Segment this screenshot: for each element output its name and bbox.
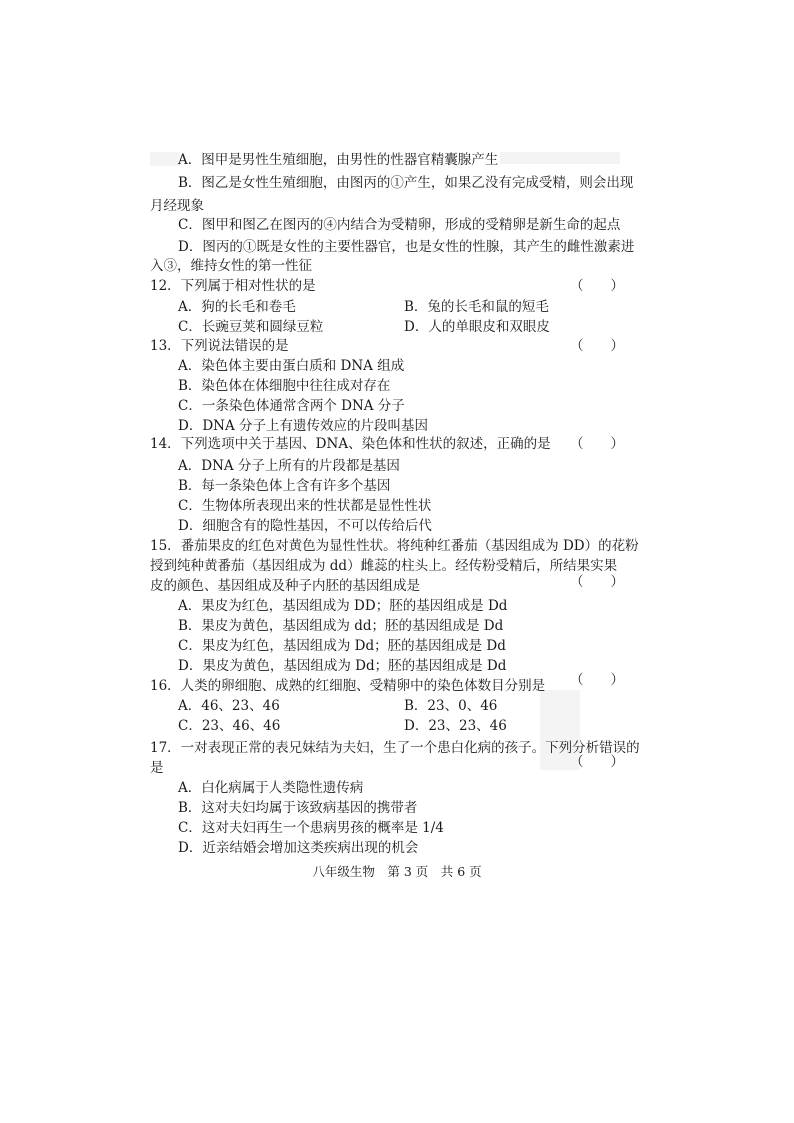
q14-option-c: C．生物体所表现出来的性状都是显性性状: [178, 498, 432, 514]
q16-answer-paren[interactable]: （ ）: [570, 672, 624, 688]
q15-option-b: B．果皮为黄色，基因组成为 dd；胚的基因组成是 Dd: [178, 618, 504, 634]
q13-option-a: A．染色体主要由蛋白质和 DNA 组成: [178, 358, 405, 374]
q11-option-c: C．图甲和图乙在图丙的④内结合为受精卵，形成的受精卵是新生命的起点: [178, 217, 621, 233]
q15-stem-line1: 15．番茄果皮的红色对黄色为显性性状。将纯种红番茄（基因组成为 DD）的花粉: [150, 538, 639, 554]
q11-option-b: B．图乙是女性生殖细胞，由图丙的①产生，如果乙没有完成受精，则会出现: [178, 175, 634, 191]
q17-answer-paren[interactable]: （ ）: [570, 754, 624, 770]
q12-option-b: B．兔的长毛和鼠的短毛: [404, 299, 549, 315]
q12-option-a: A．狗的长毛和卷毛: [178, 299, 296, 315]
q15-stem-line2: 授到纯种黄番茄（基因组成为 dd）雌蕊的柱头上。经传粉受精后，所结果实果: [150, 558, 618, 574]
q17-option-b: B．这对夫妇均属于该致病基因的携带者: [178, 800, 418, 816]
q12-answer-paren[interactable]: （ ）: [570, 278, 624, 294]
q14-option-a: A．DNA 分子上所有的片段都是基因: [178, 458, 400, 474]
q16-option-b: B．23、0、46: [404, 698, 498, 714]
q11-option-b-cont: 月经现象: [150, 198, 204, 214]
q14-option-b: B．每一条染色体上含有许多个基因: [178, 478, 391, 494]
q13-option-d: D．DNA 分子上有遗传效应的片段叫基因: [178, 418, 429, 434]
bleed-through-mark: [150, 152, 180, 166]
q17-option-a: A．白化病属于人类隐性遗传病: [178, 780, 364, 796]
q12-stem: 12．下列属于相对性状的是: [150, 278, 316, 294]
q17-option-d: D．近亲结婚会增加这类疾病出现的机会: [178, 840, 419, 856]
q16-stem: 16．人类的卵细胞、成熟的红细胞、受精卵中的染色体数目分别是: [150, 678, 546, 694]
q11-option-d: D．图丙的①既是女性的主要性器官，也是女性的性腺，其产生的雌性激素进: [178, 239, 635, 255]
q12-option-d: D．人的单眼皮和双眼皮: [404, 319, 550, 335]
q11-option-a: A．图甲是男性生殖细胞，由男性的性器官精囊腺产生: [178, 152, 499, 168]
q14-answer-paren[interactable]: （ ）: [570, 436, 624, 452]
q15-stem-line3: 皮的颜色、基因组成及种子内胚的基因组成是: [150, 578, 420, 594]
q13-option-b: B．染色体在体细胞中往往成对存在: [178, 378, 391, 394]
q15-option-d: D．果皮为黄色，基因组成为 Dd；胚的基因组成是 Dd: [178, 658, 507, 674]
bleed-through-mark: [500, 152, 620, 164]
q15-option-c: C．果皮为红色，基因组成为 Dd；胚的基因组成是 Dd: [178, 638, 506, 654]
q14-option-d: D．细胞含有的隐性基因，不可以传给后代: [178, 518, 432, 534]
q17-stem-line2: 是: [150, 760, 164, 776]
q11-option-d-cont: 入③，维持女性的第一性征: [150, 258, 312, 274]
q12-option-c: C．长豌豆荚和圆绿豆粒: [178, 319, 324, 335]
q17-stem-line1: 17．一对表现正常的表兄妹结为夫妇，生了一个患白化病的孩子。下列分析错误的: [150, 740, 640, 756]
q13-stem: 13．下列说法错误的是: [150, 338, 289, 354]
page-footer: 八年级生物 第 3 页 共 6 页: [312, 864, 482, 879]
q14-stem: 14．下列选项中关于基因、DNA、染色体和性状的叙述，正确的是: [150, 436, 551, 452]
q16-option-a: A．46、23、46: [178, 698, 280, 714]
q16-option-c: C．23、46、46: [178, 718, 281, 734]
q17-option-c: C．这对夫妇再生一个患病男孩的概率是 1/4: [178, 820, 444, 836]
q13-option-c: C．一条染色体通常含两个 DNA 分子: [178, 398, 405, 414]
q16-option-d: D．23、23、46: [404, 718, 507, 734]
q15-option-a: A．果皮为红色，基因组成为 DD；胚的基因组成是 Dd: [178, 598, 508, 614]
q15-answer-paren[interactable]: （ ）: [570, 574, 624, 590]
q13-answer-paren[interactable]: （ ）: [570, 338, 624, 354]
